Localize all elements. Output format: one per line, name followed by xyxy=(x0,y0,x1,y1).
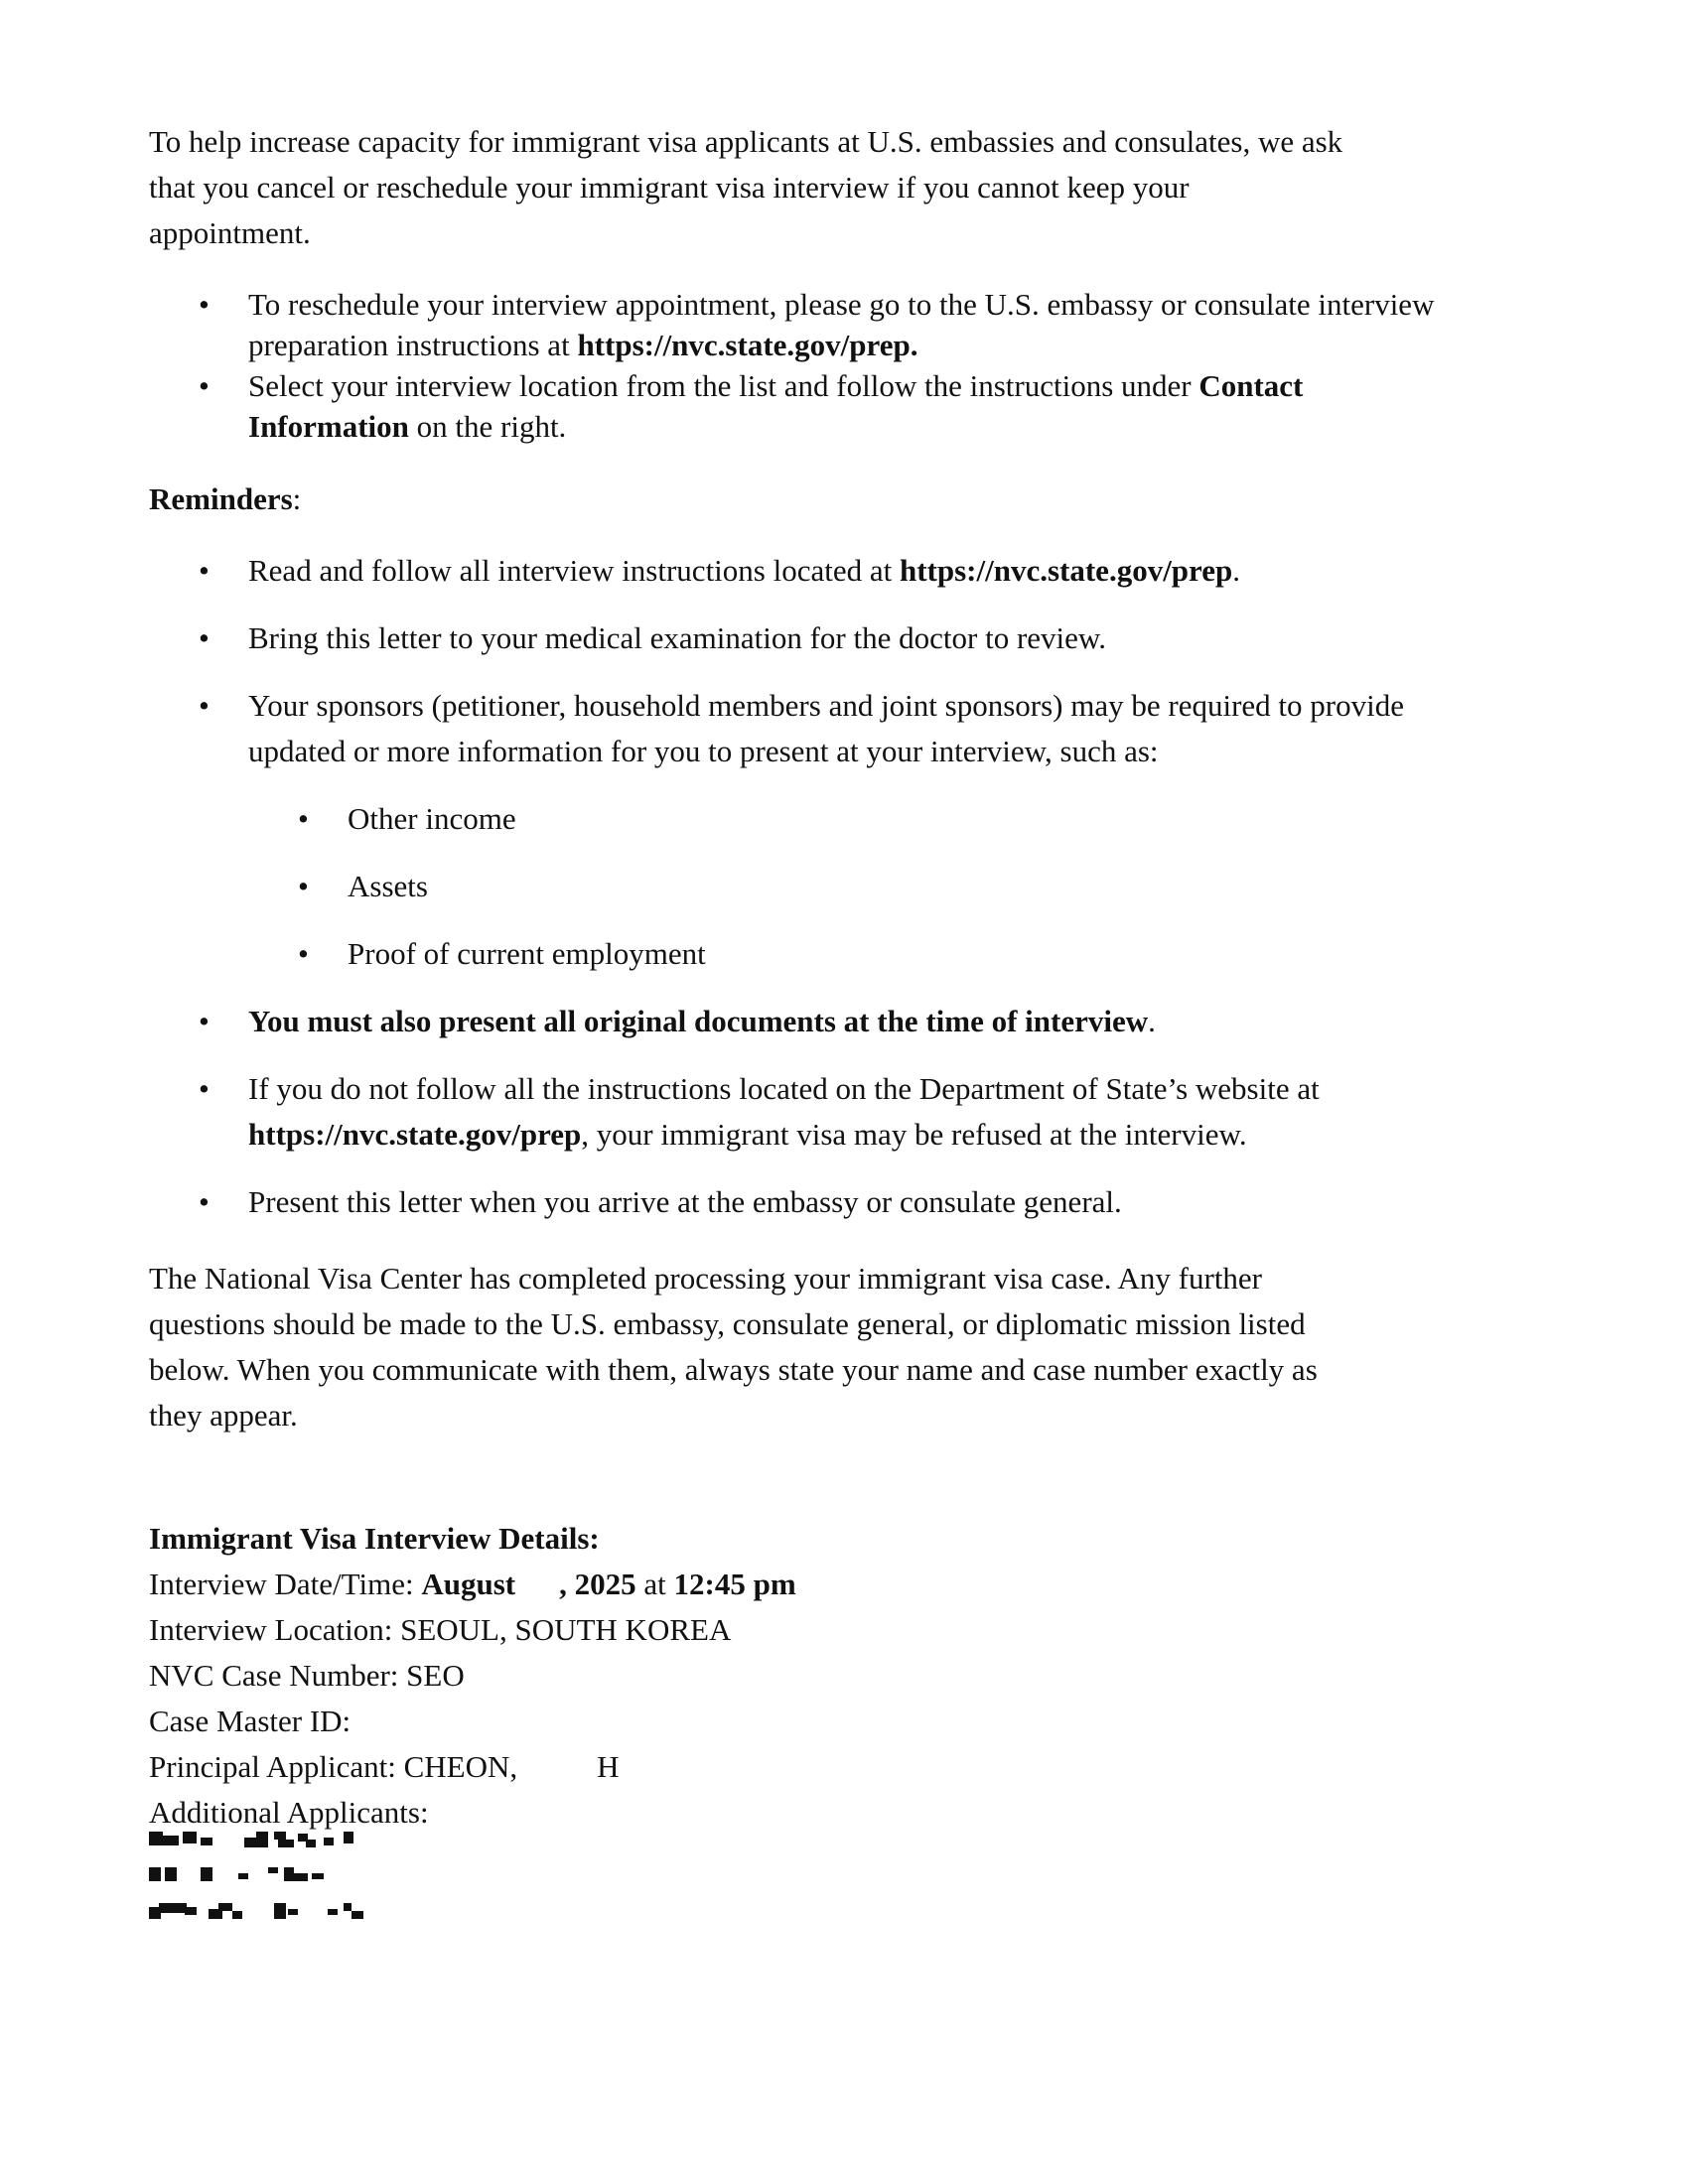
sub-item-text: Assets xyxy=(348,869,428,903)
intro-line: appointment. xyxy=(149,215,311,250)
prep-link[interactable]: https://nvc.state.gov/prep xyxy=(899,553,1233,588)
bullet-text: Present this letter when you arrive at the embassy or consulate general. xyxy=(248,1184,1122,1219)
bullet-text: updated or more information for you to present at your interview, such as: xyxy=(248,734,1159,768)
closing-line: they appear. xyxy=(149,1398,298,1433)
intro-line: that you cancel or reschedule your immigrant visa interview if you cannot keep your xyxy=(149,170,1190,205)
case-label: NVC Case Number: xyxy=(149,1658,407,1693)
bullet-text: Your sponsors (petitioner, household members and joint sponsors) may be required to provide xyxy=(248,688,1404,723)
closing-line: below. When you communicate with them, always state your name and case number exactly as xyxy=(149,1352,1318,1387)
date-month: August xyxy=(421,1567,516,1601)
list-item xyxy=(199,365,1539,447)
sub-list-item xyxy=(298,864,1539,909)
bullet-text: If you do not follow all the instructions located on the Department of State’s website at xyxy=(248,1071,1320,1106)
bullet-icon: • xyxy=(199,620,210,655)
redaction-marks xyxy=(149,1832,447,1980)
list-item xyxy=(199,1066,1539,1158)
reminders-heading xyxy=(149,477,301,522)
date-year: , 2025 xyxy=(559,1567,636,1601)
information-label: Information xyxy=(248,409,409,444)
reminders-title: Reminders xyxy=(149,481,293,516)
redacted-applicants xyxy=(149,1832,447,1980)
list-item xyxy=(199,683,1539,774)
bullet-text: Bring this letter to your medical examination for the doctor to review. xyxy=(248,620,1107,655)
bullet-icon: • xyxy=(298,869,309,903)
date-at: at xyxy=(635,1567,674,1601)
bullet-text: To reschedule your interview appointment, please go to the U.S. embassy or consulate interview xyxy=(248,287,1435,322)
case-value: SEO xyxy=(406,1658,465,1693)
interview-details xyxy=(149,1516,1340,1836)
bullet-icon: • xyxy=(298,801,309,836)
bullet-text: . xyxy=(1232,553,1240,588)
principal-initial: H xyxy=(597,1749,620,1784)
list-item xyxy=(199,999,1539,1044)
prep-link[interactable]: https://nvc.state.gov/prep. xyxy=(577,328,918,362)
location-value: SEOUL, SOUTH KOREA xyxy=(400,1612,732,1647)
sub-item-text: Proof of current employment xyxy=(348,936,706,971)
bullet-icon: • xyxy=(199,688,210,723)
bullet-icon: • xyxy=(199,368,210,403)
sub-item-text: Other income xyxy=(348,801,516,836)
reminders-list xyxy=(199,548,1539,1247)
additional-label: Additional Applicants: xyxy=(149,1795,429,1830)
sub-list-item xyxy=(298,796,1539,842)
date-time: 12:45 pm xyxy=(673,1567,796,1601)
original-documents-notice: You must also present all original documents at the time of interview xyxy=(248,1004,1149,1038)
contact-label: Contact xyxy=(1198,368,1304,403)
list-item xyxy=(199,548,1539,594)
principal-label: Principal Applicant: xyxy=(149,1749,404,1784)
bullet-text: Read and follow all interview instructions located at xyxy=(248,553,900,588)
bullet-text: , your immigrant visa may be refused at the interview. xyxy=(581,1117,1247,1152)
list-item xyxy=(199,615,1539,661)
reminders-colon: : xyxy=(292,481,302,516)
master-id-label: Case Master ID: xyxy=(149,1704,352,1738)
bullet-icon: • xyxy=(199,553,210,588)
sub-list-item xyxy=(298,931,1539,977)
bullet-text: preparation instructions at xyxy=(248,328,578,362)
intro-paragraph xyxy=(149,119,1489,256)
bullet-icon: • xyxy=(199,1004,210,1038)
closing-line: The National Visa Center has completed processing your immigrant visa case. Any further xyxy=(149,1261,1263,1296)
principal-value: CHEON, xyxy=(403,1749,518,1784)
list-item xyxy=(199,1179,1539,1225)
intro-line: To help increase capacity for immigrant visa applicants at U.S. embassies and consulates, we ask xyxy=(149,124,1343,159)
closing-paragraph xyxy=(149,1256,1440,1438)
prep-link[interactable]: https://nvc.state.gov/prep xyxy=(248,1117,582,1152)
bullet-text: on the right. xyxy=(408,409,567,444)
reschedule-list xyxy=(199,284,1539,447)
bullet-icon: • xyxy=(199,1184,210,1219)
details-heading: Immigrant Visa Interview Details: xyxy=(149,1521,600,1556)
bullet-text: . xyxy=(1148,1004,1156,1038)
closing-line: questions should be made to the U.S. embassy, consulate general, or diplomatic mission listed xyxy=(149,1306,1306,1341)
location-label: Interview Location: xyxy=(149,1612,401,1647)
bullet-icon: • xyxy=(199,287,210,322)
bullet-icon: • xyxy=(199,1071,210,1106)
bullet-text: Select your interview location from the list and follow the instructions under xyxy=(248,368,1199,403)
list-item xyxy=(199,284,1539,365)
date-label: Interview Date/Time: xyxy=(149,1567,422,1601)
bullet-icon: • xyxy=(298,936,309,971)
